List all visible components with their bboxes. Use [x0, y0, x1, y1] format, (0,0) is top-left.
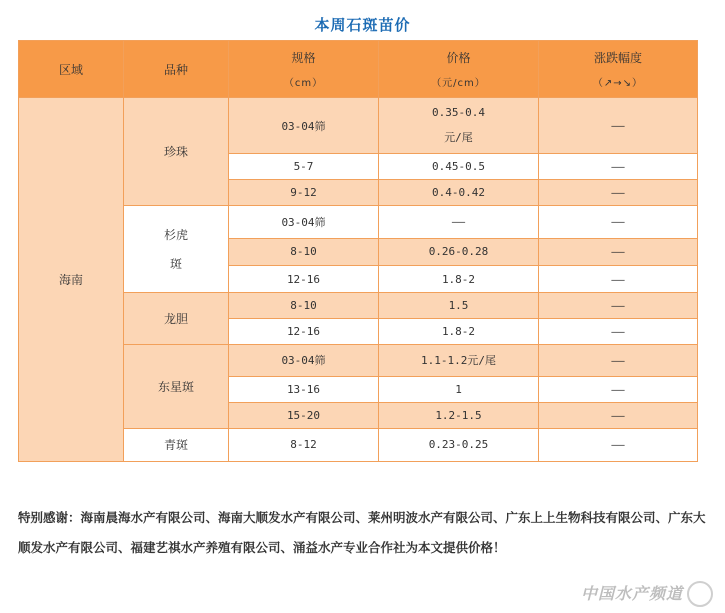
- header-change-label: 涨跌幅度: [593, 51, 642, 65]
- globe-icon: [687, 581, 713, 607]
- change-cell: ——: [539, 238, 698, 265]
- change-cell: ——: [539, 376, 698, 402]
- header-change: [539, 41, 698, 98]
- price-value: 0.35-0.4: [432, 106, 485, 119]
- price-cell: 0.23-0.25: [379, 428, 539, 461]
- change-cell: ——: [539, 319, 698, 345]
- spec-cell: 5-7: [229, 154, 379, 180]
- header-spec-label: 规格: [291, 51, 316, 65]
- table-header-row: [19, 41, 698, 98]
- header-price-label: 价格: [446, 51, 471, 65]
- header-region: 区域: [19, 41, 124, 98]
- header-variety: 品种: [124, 41, 229, 98]
- change-cell: ——: [539, 402, 698, 428]
- acknowledgement-text: 特别感谢：海南晨海水产有限公司、海南大顺发水产有限公司、莱州明波水产有限公司、广东上上生物科技有限公司、广东大顺发水产有限公司、福建艺祺水产养殖有限公司、涌益水产专业合作社为本文提供价格！: [18, 510, 706, 555]
- price-cell: 0.4-0.42: [379, 179, 539, 205]
- price-cell: 0.45-0.5: [379, 154, 539, 180]
- variety-line: 杉虎: [163, 228, 188, 243]
- variety-cell: [124, 205, 229, 292]
- variety-cell: 龙胆: [124, 293, 229, 345]
- header-spec: [229, 41, 379, 98]
- price-cell: [379, 98, 539, 154]
- price-cell: 1.1-1.2元/尾: [379, 345, 539, 377]
- price-cell: 1.2-1.5: [379, 402, 539, 428]
- spec-cell: 13-16: [229, 376, 379, 402]
- spec-cell: 03-04筛: [229, 98, 379, 154]
- watermark-logo: [581, 581, 713, 608]
- watermark-text: 中国水产频道: [580, 583, 683, 603]
- spec-cell: 03-04筛: [229, 345, 379, 377]
- header-spec-unit: （cm）: [283, 78, 324, 89]
- variety-cell: 青斑: [124, 428, 229, 461]
- page-title: 本周石斑苗价: [314, 16, 411, 34]
- price-cell: 1.8-2: [379, 265, 539, 292]
- change-cell: ——: [539, 154, 698, 180]
- spec-cell: 8-10: [229, 293, 379, 319]
- spec-cell: 15-20: [229, 402, 379, 428]
- header-price-unit: （元/cm）: [431, 78, 486, 89]
- spec-cell: 03-04筛: [229, 205, 379, 238]
- change-cell: ——: [539, 428, 698, 461]
- change-cell: ——: [539, 98, 698, 154]
- change-cell: ——: [539, 265, 698, 292]
- change-cell: ——: [539, 179, 698, 205]
- variety-line: 斑: [169, 257, 182, 272]
- price-cell: 1: [379, 376, 539, 402]
- variety-cell: 珍珠: [124, 98, 229, 206]
- region-cell: 海南: [19, 98, 124, 462]
- spec-cell: 12-16: [229, 319, 379, 345]
- change-cell: ——: [539, 205, 698, 238]
- header-change-unit: （↗→↘）: [592, 78, 644, 89]
- price-cell: 1.8-2: [379, 319, 539, 345]
- price-cell: 1.5: [379, 293, 539, 319]
- table-row: [19, 98, 698, 154]
- price-table: [18, 40, 698, 462]
- price-unit: 元/尾: [444, 131, 473, 144]
- change-cell: ——: [539, 293, 698, 319]
- spec-cell: 8-12: [229, 428, 379, 461]
- price-cell: ——: [379, 205, 539, 238]
- change-cell: ——: [539, 345, 698, 377]
- spec-cell: 9-12: [229, 179, 379, 205]
- variety-cell: 东星斑: [124, 345, 229, 428]
- spec-cell: 12-16: [229, 265, 379, 292]
- price-cell: 0.26-0.28: [379, 238, 539, 265]
- spec-cell: 8-10: [229, 238, 379, 265]
- header-price: [379, 41, 539, 98]
